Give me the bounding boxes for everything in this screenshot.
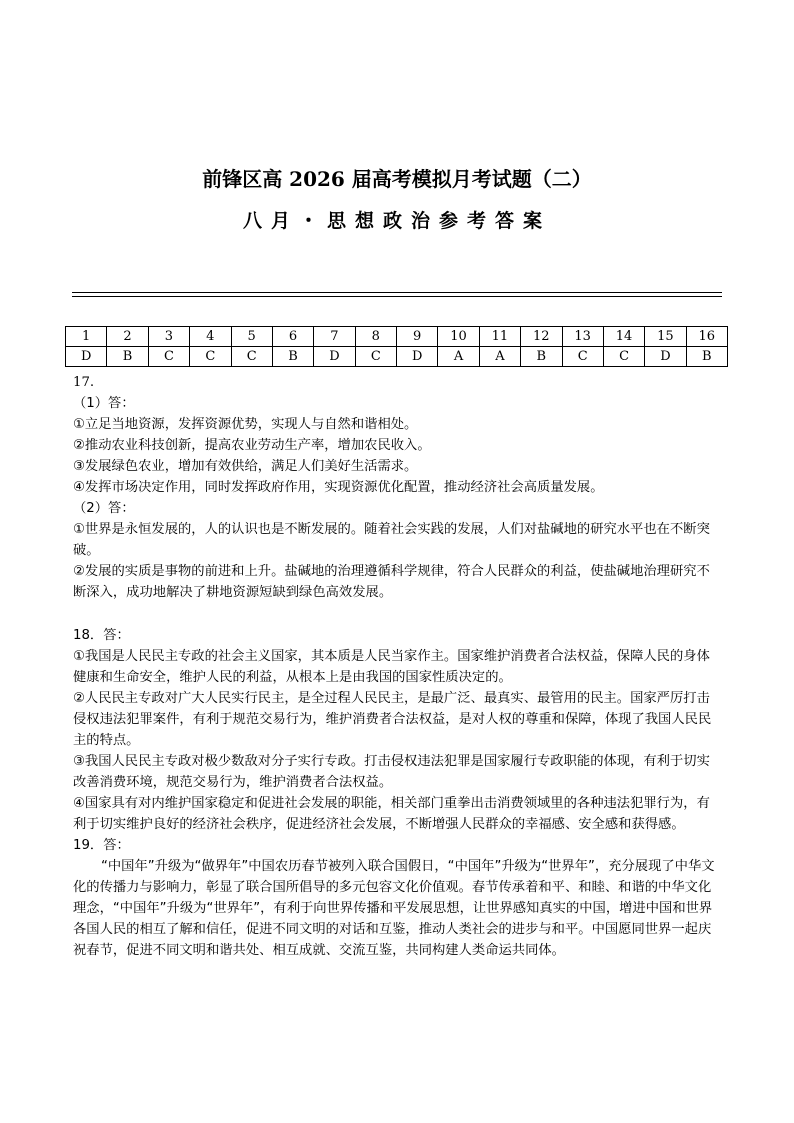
q17-part2-item: ②发展的实质是事物的前进和上升。盐碱地的治理遵循科学规律，符合人民群众的利益，使盐碱地治理研究不断深入，成功地解决了耕地资源短缺到绿色高效发展。 xyxy=(73,564,710,600)
question-number: 7 xyxy=(314,327,355,347)
q19-label: 19．答： xyxy=(73,838,130,853)
answer-cell: D xyxy=(66,347,107,367)
answer-cell: B xyxy=(107,347,148,367)
question-number: 6 xyxy=(272,327,313,347)
section-spacer xyxy=(73,603,723,625)
q17-part1-label: （1）答： xyxy=(73,396,135,411)
answer-cell: B xyxy=(521,347,562,367)
answer-row xyxy=(66,347,728,367)
question-number: 12 xyxy=(521,327,562,347)
answer-cell: C xyxy=(355,347,396,367)
answer-cell: B xyxy=(686,347,727,367)
q17-part1-item: ②推动农业科技创新，提高农业劳动生产率，增加农民收入。 xyxy=(73,438,431,453)
question-number: 3 xyxy=(148,327,189,347)
answer-cell: A xyxy=(438,347,479,367)
question-number-row xyxy=(66,327,728,347)
answer-cell: B xyxy=(272,347,313,367)
question-number: 4 xyxy=(190,327,231,347)
answer-content xyxy=(73,372,723,961)
question-number: 2 xyxy=(107,327,148,347)
question-number: 10 xyxy=(438,327,479,347)
q17-part1-item: ④发挥市场决定作用，同时发挥政府作用，实现资源优化配置，推动经济社会高质量发展。 xyxy=(73,480,604,495)
q18-item: ①我国是人民民主专政的社会主义国家，其本质是人民当家作主。国家维护消费者合法权益，保障人民的身体健康和生命安全，维护人民的利益，从根本上是由我国的国家性质决定的。 xyxy=(73,649,710,685)
question-number: 11 xyxy=(479,327,520,347)
answer-cell: D xyxy=(314,347,355,367)
question-number: 16 xyxy=(686,327,727,347)
q17-label: 17. xyxy=(73,375,95,390)
q18-label: 18．答： xyxy=(73,628,130,643)
answer-cell: D xyxy=(397,347,438,367)
q18-item: ④国家具有对内维护国家稳定和促进社会发展的职能，相关部门重拳出击消费领域里的各种违法犯罪行为，有利于切实维护良好的经济社会秩序，促进经济社会发展，不断增强人民群众的幸福感、安全感和获得感。 xyxy=(73,796,710,832)
q17-part2-item: ①世界是永恒发展的，人的认识也是不断发展的。随着社会实践的发展，人们对盐碱地的研究水平也在不断突破。 xyxy=(73,522,710,558)
answer-cell: C xyxy=(231,347,272,367)
page-subtitle: 八月・思想政治参考答案 xyxy=(242,210,551,232)
q18-item: ②人民民主专政对广大人民实行民主，是全过程人民民主，是最广泛、最真实、最管用的民主。国家严厉打击侵权违法犯罪案件，有利于规范交易行为，维护消费者合法权益，是对人权的尊重和保障，体现了我国人民民主的特点。 xyxy=(73,691,712,748)
answer-cell: C xyxy=(190,347,231,367)
answer-cell: C xyxy=(562,347,603,367)
question-number: 9 xyxy=(397,327,438,347)
q19-paragraph: “中国年”升级为“做界年”中国农历春节被列入联合国假日，“中国年”升级为“世界年”，充分展现了中华文化的传播力与影响力，彰显了联合国所倡导的多元包容文化价值观。春节传承着和平、和睦、和谐的中华文化理念，“中国年”升级为“世界年”，有利于向世界传播和平发展思想，让世界感知真实的中国，增进中国和世界各国人民的相互了解和信任，促进不同文明的对话和互鉴，推动人类社会的进步与和平。中国愿同世界一起庆祝春节，促进不同文明和谐共处、相互成就、交流互鉴，共同构建人类命运共同体。 xyxy=(73,859,715,958)
q17-part1-item: ③发展绿色农业，增加有效供给，满足人们美好生活需求。 xyxy=(73,459,418,474)
answer-cell: C xyxy=(148,347,189,367)
header-divider-bottom xyxy=(72,296,722,297)
question-number: 8 xyxy=(355,327,396,347)
question-number: 13 xyxy=(562,327,603,347)
answer-cell: C xyxy=(603,347,644,367)
multiple-choice-answer-table xyxy=(65,326,728,367)
question-number: 14 xyxy=(603,327,644,347)
question-number: 5 xyxy=(231,327,272,347)
page-title: 前锋区高 2026 届高考模拟月考试题（二） xyxy=(202,167,592,191)
question-number: 1 xyxy=(66,327,107,347)
answer-cell: A xyxy=(479,347,520,367)
answer-cell: D xyxy=(645,347,686,367)
header-divider-top xyxy=(72,292,722,293)
q18-item: ③我国人民民主专政对极少数敌对分子实行专政。打击侵权违法犯罪是国家履行专政职能的体现，有利于切实改善消费环境，规范交易行为，维护消费者合法权益。 xyxy=(73,754,710,790)
q17-part1-item: ①立足当地资源，发挥资源优势，实现人与自然和谐相处。 xyxy=(73,417,418,432)
q17-part2-label: （2）答： xyxy=(73,501,135,516)
question-number: 15 xyxy=(645,327,686,347)
